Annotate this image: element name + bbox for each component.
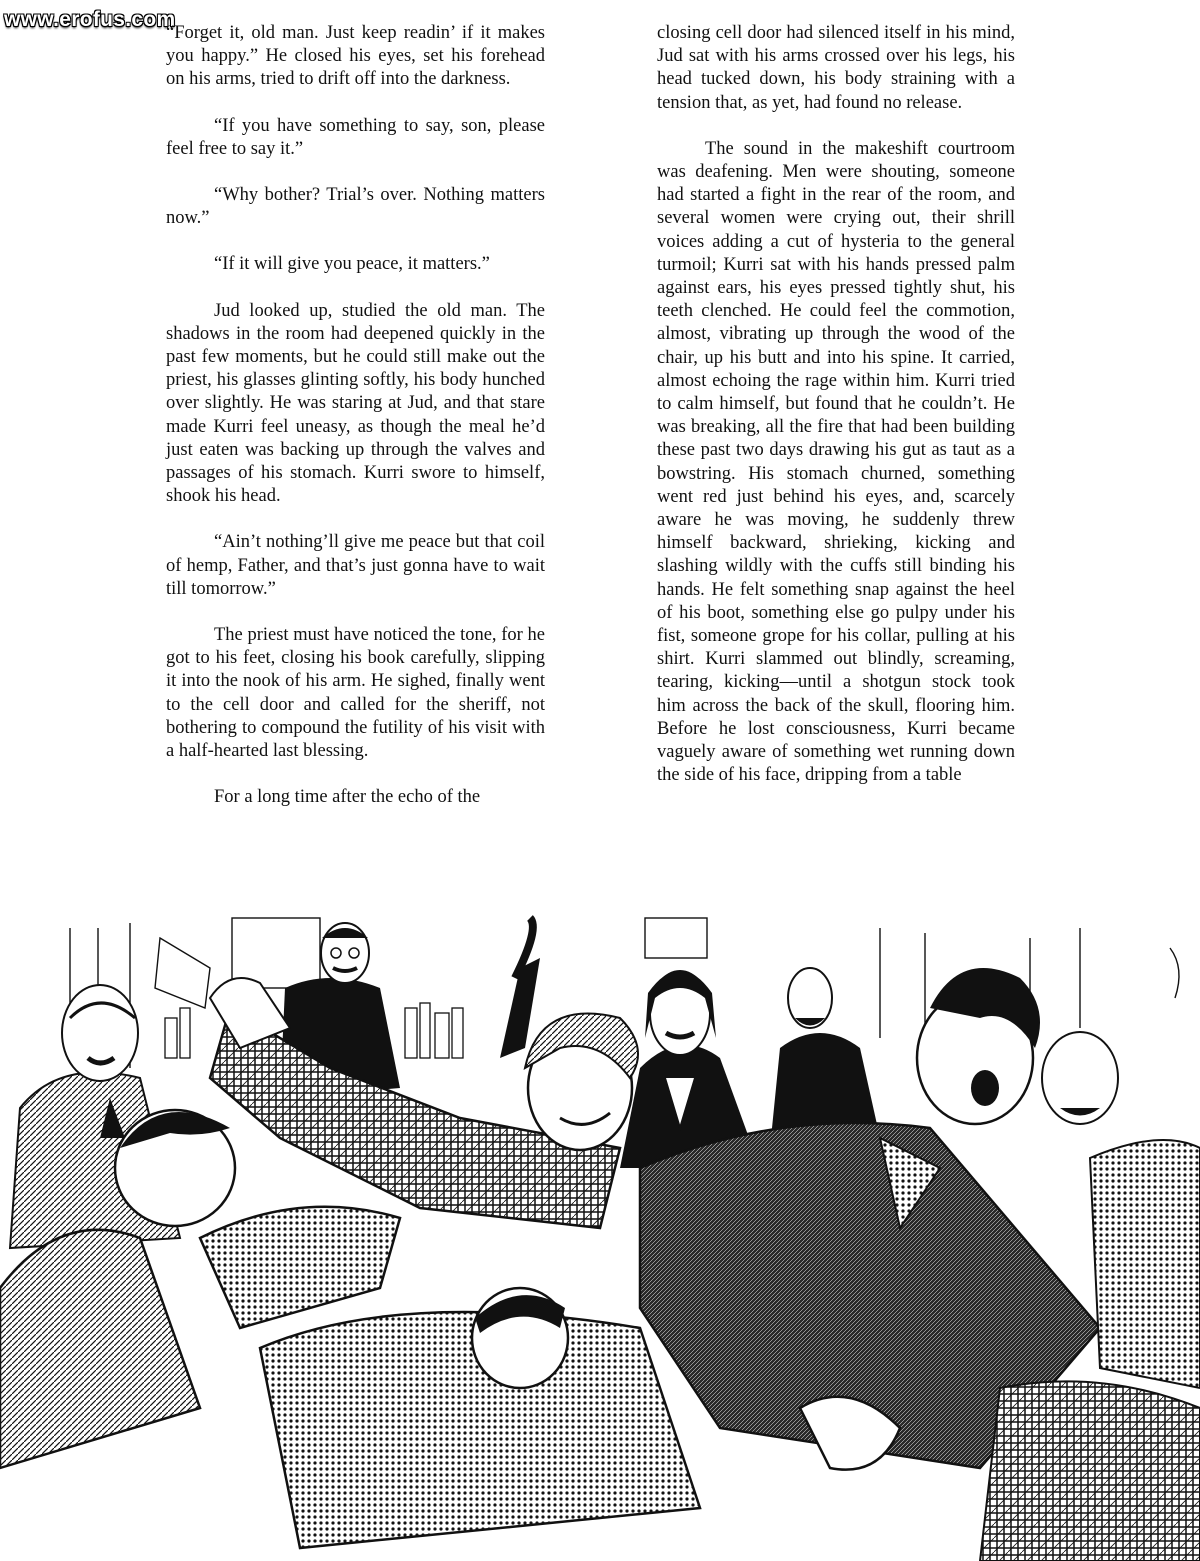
paragraph: For a long time after the echo of the — [214, 787, 481, 808]
text-column-left — [166, 22, 545, 809]
paragraph: closing cell door had silenced itself in his mind, Jud sat with his arms crossed over his legs, his head tucked down, his body straining with a tension that, as yet, had found no release. — [657, 23, 1015, 113]
text-column-right — [657, 22, 1015, 788]
courtroom-brawl-illustration — [0, 908, 1200, 1561]
paragraph: “If you have something to say, son, please feel free to say it.” — [166, 115, 545, 159]
bald-man-background — [770, 968, 880, 1148]
watermark: www.erofus.com — [4, 8, 176, 31]
foreground-right-figure — [980, 1381, 1200, 1561]
paragraph: Jud looked up, studied the old man. The shadows in the room had deepened quickly in the past few moments, but he could still make out the priest, his glasses glinting softly, his body hunched over slightly. He was staring at Jud, and that stare made Kurri feel uneasy, as though the meal he’d just eaten was backing up through the valves and passages of his stomach. Kurri swore to himself, shook his head. — [166, 300, 545, 507]
paragraph: “If it will give you peace, it matters.” — [214, 254, 490, 275]
paragraph: The priest must have noticed the tone, for he got to his feet, closing his book carefully, slipping it into the nook of his arm. He sighed, finally went to the cell door and called for the sheriff, not bothering to compound the futility of his visit with a half-hearted last blessing. — [166, 625, 545, 762]
foreground-crouched-man — [260, 1288, 700, 1548]
paragraph: The sound in the makeshift courtroom was deafening. Men were shouting, someone had started a fight in the rear of the room, and several women were crying out, their shrill voices adding a cut of hysteria to the general turmoil; Kurri sat with his hands pressed palm against ears, his eyes pressed tightly shut, his teeth clenched. He could feel the commotion, almost, vibrating up through the wood of the chair, up his butt and into his spine. It carried, almost echoing the rage within him. Kurri tried to calm himself, but found that he couldn’t. He was breaking, all the fire that had been building these past two days drawing his gut as taut as a bowstring. His stomach churned, something went red just behind his eyes, and, scarcely aware he was moving, he suddenly threw himself backward, shrieking, kicking and slashing wildly with the cuffs still binding his hands. He felt something snap against the heel of his boot, something else go pulpy under his fist, someone grope for his collar, pulling at his shirt. Kurri slammed out blindly, screaming, tearing, kicking—until a shotgun stock took him across the back of the skull, flooring him. Before he lost consciousness, Kurri became vaguely aware of something wet running down the side of his face, dripping from a table — [657, 138, 1015, 786]
paragraph: “Ain’t nothing’ll give me peace but that coil of hemp, Father, and that’s just gonna have to wait till tomorrow.” — [166, 532, 545, 599]
paragraph: “Why bother? Trial’s over. Nothing matters now.” — [166, 185, 545, 229]
paragraph: “Forget it, old man. Just keep readin’ if it makes you happy.” He closed his eyes, set his forehead on his arms, tried to drift off into the darkness. — [166, 23, 545, 90]
